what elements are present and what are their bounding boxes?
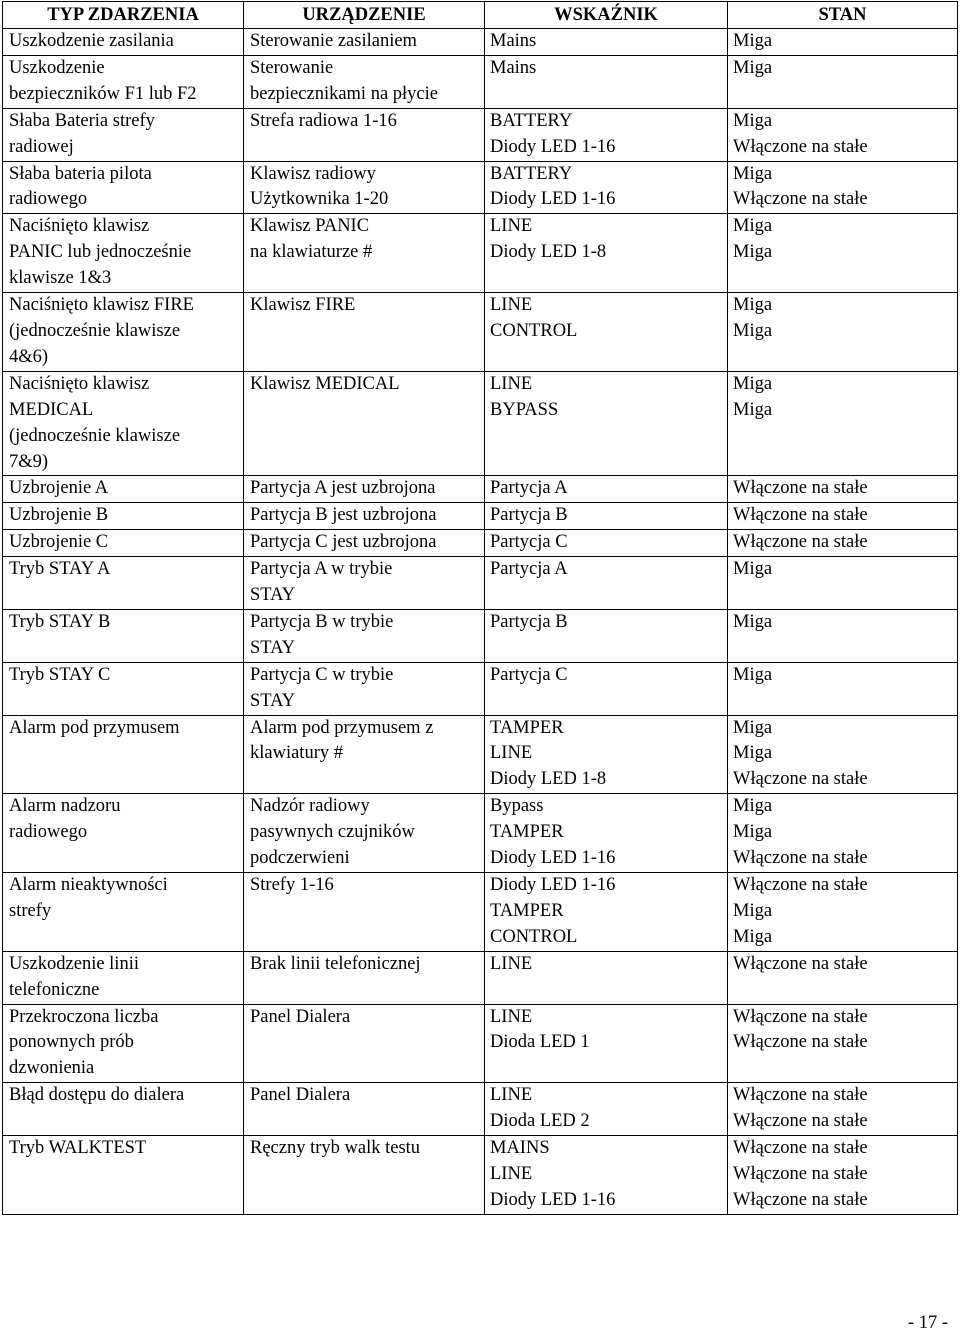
cell-event-type <box>3 951 244 1004</box>
cell-line: STAY <box>250 585 296 606</box>
table-row <box>3 503 958 530</box>
header-device: URZĄDZENIE <box>244 2 485 29</box>
cell-line: Miga <box>733 926 773 947</box>
cell-line: pasywnych czujników <box>250 822 415 843</box>
cell-line: telefoniczne <box>9 979 100 1000</box>
cell-line: Tryb STAY C <box>9 664 111 685</box>
cell-line: LINE <box>490 295 533 316</box>
cell-indicator <box>485 214 728 293</box>
cell-state <box>728 530 958 557</box>
cell-line: 7&9) <box>9 451 49 472</box>
cell-line: klawiatury # <box>250 743 343 764</box>
cell-line: LINE <box>490 373 533 394</box>
cell-line: Partycja C jest uzbrojona <box>250 532 437 553</box>
cell-line: Dioda LED 2 <box>490 1111 590 1132</box>
cell-line: Partycja B <box>490 505 568 526</box>
cell-line: CONTROL <box>490 926 578 947</box>
header-state: STAN <box>728 2 958 29</box>
cell-line: Włączone na stałe <box>733 1006 868 1027</box>
cell-line: Włączone na stałe <box>733 875 868 895</box>
cell-indicator <box>485 55 728 108</box>
cell-line: Miga <box>733 611 773 632</box>
cell-state <box>728 55 958 108</box>
cell-indicator <box>485 715 728 794</box>
cell-line: Włączone na stałe <box>733 769 868 790</box>
cell-line: Miga <box>733 320 773 341</box>
cell-indicator <box>485 161 728 214</box>
cell-state <box>728 476 958 503</box>
cell-event-type <box>3 108 244 161</box>
cell-line: STAY <box>250 690 296 711</box>
cell-line: Miga <box>733 822 773 843</box>
cell-device <box>244 55 485 108</box>
cell-device <box>244 1136 485 1215</box>
cell-line: Miga <box>733 216 773 237</box>
cell-line: MAINS <box>490 1138 550 1159</box>
cell-state <box>728 214 958 293</box>
cell-state <box>728 794 958 873</box>
cell-indicator <box>485 873 728 952</box>
cell-line: Tryb WALKTEST <box>9 1138 147 1159</box>
cell-line: CONTROL <box>490 320 578 341</box>
cell-line: Alarm pod przymusem <box>9 717 180 738</box>
cell-line: Naciśnięto klawisz FIRE <box>9 295 194 316</box>
cell-line: Miga <box>733 295 773 316</box>
cell-line: Włączone na stałe <box>733 1163 868 1184</box>
cell-line: dzwonienia <box>9 1058 95 1079</box>
cell-device <box>244 530 485 557</box>
cell-line: Alarm pod przymusem z <box>250 717 434 738</box>
cell-line: STAY <box>250 637 296 658</box>
cell-line: Diody LED 1-16 <box>490 136 616 157</box>
cell-event-type <box>3 293 244 372</box>
cell-line: Tryb STAY A <box>9 559 111 580</box>
cell-line: Miga <box>733 57 773 78</box>
cell-state <box>728 108 958 161</box>
cell-device <box>244 557 485 610</box>
cell-line: LINE <box>490 953 533 974</box>
cell-line: MEDICAL <box>9 399 94 420</box>
cell-indicator <box>485 108 728 161</box>
cell-event-type <box>3 476 244 503</box>
cell-indicator <box>485 951 728 1004</box>
cell-line: Partycja C w trybie <box>250 664 394 685</box>
table-row <box>3 293 958 372</box>
cell-line: Tryb STAY B <box>9 611 111 632</box>
cell-state <box>728 951 958 1004</box>
cell-device <box>244 794 485 873</box>
cell-state <box>728 715 958 794</box>
cell-line: Miga <box>733 399 773 420</box>
cell-line: Włączone na stałe <box>733 532 868 553</box>
cell-line: (jednocześnie klawisze <box>9 320 181 341</box>
cell-line: LINE <box>490 1085 533 1106</box>
cell-line: Słaba bateria pilota <box>9 163 152 184</box>
cell-line: Partycja C <box>490 664 568 685</box>
cell-line: Panel Dialera <box>250 1085 351 1106</box>
cell-event-type <box>3 609 244 662</box>
header-event-type: TYP ZDARZENIA <box>3 2 244 29</box>
cell-line: Włączone na stałe <box>733 953 868 974</box>
cell-line: Klawisz PANIC <box>250 216 370 237</box>
cell-line: Ręczny tryb walk testu <box>250 1138 421 1159</box>
cell-line: Partycja A <box>490 478 568 499</box>
cell-line: Diody LED 1-16 <box>490 1189 616 1210</box>
cell-line: BATTERY <box>490 110 573 131</box>
cell-event-type <box>3 530 244 557</box>
cell-line: Użytkownika 1-20 <box>250 189 389 210</box>
cell-device <box>244 293 485 372</box>
cell-state <box>728 161 958 214</box>
cell-line: LINE <box>490 1163 533 1184</box>
page-number: - 17 - <box>907 1313 948 1333</box>
cell-line: radiowego <box>9 189 88 210</box>
cell-state <box>728 1004 958 1083</box>
cell-state <box>728 1083 958 1136</box>
cell-line: BATTERY <box>490 163 573 184</box>
cell-line: Diody LED 1-16 <box>490 848 616 869</box>
cell-device <box>244 1083 485 1136</box>
cell-line: Mains <box>490 31 537 51</box>
table-row <box>3 1083 958 1136</box>
cell-line: TAMPER <box>490 900 564 921</box>
cell-line: Partycja C <box>490 532 568 553</box>
cell-indicator <box>485 794 728 873</box>
cell-event-type <box>3 1004 244 1083</box>
cell-state <box>728 1136 958 1215</box>
table-row <box>3 662 958 715</box>
table-row <box>3 161 958 214</box>
table-row <box>3 609 958 662</box>
cell-device <box>244 161 485 214</box>
cell-line: bezpieczników F1 lub F2 <box>9 83 197 104</box>
cell-device <box>244 1004 485 1083</box>
cell-line: Miga <box>733 163 773 184</box>
cell-line: Naciśnięto klawisz <box>9 373 150 394</box>
cell-indicator <box>485 557 728 610</box>
cell-line: Włączone na stałe <box>733 1189 868 1210</box>
cell-device <box>244 214 485 293</box>
cell-event-type <box>3 794 244 873</box>
cell-device <box>244 29 485 56</box>
cell-event-type <box>3 662 244 715</box>
cell-event-type <box>3 29 244 56</box>
cell-line: Miga <box>733 242 773 263</box>
cell-indicator <box>485 503 728 530</box>
cell-line: Miga <box>733 373 773 394</box>
cell-line: Diody LED 1-8 <box>490 242 607 263</box>
cell-state <box>728 371 958 476</box>
cell-line: Alarm nadzoru <box>9 796 121 817</box>
cell-event-type <box>3 371 244 476</box>
cell-line: Diody LED 1-16 <box>490 189 616 210</box>
cell-line: Sterowanie <box>250 57 334 78</box>
cell-device <box>244 108 485 161</box>
table-row <box>3 55 958 108</box>
cell-line: Mains <box>490 57 537 78</box>
cell-device <box>244 371 485 476</box>
cell-line: Włączone na stałe <box>733 1085 868 1106</box>
table-row <box>3 1004 958 1083</box>
table-row <box>3 1136 958 1215</box>
cell-line: Partycja A jest uzbrojona <box>250 478 436 499</box>
cell-line: (jednocześnie klawisze <box>9 425 181 446</box>
cell-line: Uszkodzenie linii <box>9 953 139 974</box>
cell-line: Miga <box>733 796 773 817</box>
cell-line: Włączone na stałe <box>733 136 868 157</box>
cell-line: Klawisz FIRE <box>250 295 356 316</box>
cell-device <box>244 951 485 1004</box>
cell-line: Słaba Bateria strefy <box>9 110 155 131</box>
cell-indicator <box>485 1004 728 1083</box>
cell-line: Uzbrojenie C <box>9 532 109 553</box>
cell-indicator <box>485 371 728 476</box>
cell-event-type <box>3 161 244 214</box>
cell-state <box>728 662 958 715</box>
cell-line: PANIC lub jednocześnie <box>9 242 192 263</box>
cell-line: Miga <box>733 743 773 764</box>
cell-line: Błąd dostępu do dialera <box>9 1085 185 1106</box>
cell-device <box>244 662 485 715</box>
cell-indicator <box>485 293 728 372</box>
cell-line: Panel Dialera <box>250 1006 351 1027</box>
table-row <box>3 530 958 557</box>
cell-line: Alarm nieaktywności <box>9 875 168 895</box>
cell-line: na klawiaturze # <box>250 242 373 263</box>
cell-indicator <box>485 1136 728 1215</box>
table-row <box>3 873 958 952</box>
cell-state <box>728 557 958 610</box>
header-indicator: WSKAŹNIK <box>485 2 728 29</box>
cell-line: Diody LED 1-8 <box>490 769 607 790</box>
cell-line: 4&6) <box>9 346 49 367</box>
table-row <box>3 951 958 1004</box>
cell-line: Bypass <box>490 796 544 817</box>
cell-line: TAMPER <box>490 822 564 843</box>
cell-line: TAMPER <box>490 717 564 738</box>
cell-state <box>728 293 958 372</box>
cell-line: Brak linii telefonicznej <box>250 953 421 974</box>
cell-line: Miga <box>733 900 773 921</box>
cell-line: LINE <box>490 743 533 764</box>
cell-line: Miga <box>733 31 773 51</box>
cell-line: Uszkodzenie zasilania <box>9 31 174 51</box>
cell-line: Partycja A <box>490 559 568 580</box>
cell-event-type <box>3 873 244 952</box>
cell-event-type <box>3 1083 244 1136</box>
cell-event-type <box>3 1136 244 1215</box>
cell-line: Klawisz MEDICAL <box>250 373 400 394</box>
cell-indicator <box>485 1083 728 1136</box>
cell-indicator <box>485 29 728 56</box>
cell-line: LINE <box>490 216 533 237</box>
cell-line: ponownych prób <box>9 1032 134 1053</box>
cell-line: Partycja B <box>490 611 568 632</box>
cell-state <box>728 503 958 530</box>
cell-line: Partycja B jest uzbrojona <box>250 505 437 526</box>
cell-indicator <box>485 530 728 557</box>
cell-event-type <box>3 557 244 610</box>
cell-line: Włączone na stałe <box>733 478 868 499</box>
cell-line: Włączone na stałe <box>733 1138 868 1159</box>
cell-line: Uzbrojenie A <box>9 478 109 499</box>
cell-line: podczerwieni <box>250 848 350 869</box>
table-row <box>3 29 958 56</box>
cell-line: BYPASS <box>490 399 559 420</box>
cell-line: LINE <box>490 1006 533 1027</box>
cell-line: radiowego <box>9 822 88 843</box>
cell-indicator <box>485 662 728 715</box>
event-table <box>2 1 958 1215</box>
cell-device <box>244 503 485 530</box>
cell-event-type <box>3 503 244 530</box>
header-row <box>3 2 958 29</box>
cell-line: Włączone na stałe <box>733 848 868 869</box>
cell-line: Uzbrojenie B <box>9 505 109 526</box>
cell-line: Włączone na stałe <box>733 189 868 210</box>
cell-indicator <box>485 609 728 662</box>
cell-event-type <box>3 715 244 794</box>
cell-device <box>244 609 485 662</box>
cell-line: Włączone na stałe <box>733 1111 868 1132</box>
cell-line: Strefa radiowa 1-16 <box>250 110 397 131</box>
cell-event-type <box>3 55 244 108</box>
cell-line: Miga <box>733 110 773 131</box>
table-body <box>3 29 958 1215</box>
cell-state <box>728 609 958 662</box>
cell-device <box>244 476 485 503</box>
cell-line: Włączone na stałe <box>733 505 868 526</box>
cell-line: Dioda LED 1 <box>490 1032 590 1053</box>
cell-line: Klawisz radiowy <box>250 163 376 184</box>
cell-line: Uszkodzenie <box>9 57 105 78</box>
cell-line: Naciśnięto klawisz <box>9 216 150 237</box>
cell-device <box>244 873 485 952</box>
cell-indicator <box>485 476 728 503</box>
table-row <box>3 557 958 610</box>
cell-event-type <box>3 214 244 293</box>
table-row <box>3 371 958 476</box>
table-row <box>3 108 958 161</box>
cell-line: Strefy 1-16 <box>250 875 334 895</box>
cell-line: Miga <box>733 664 773 685</box>
cell-line: klawisze 1&3 <box>9 268 112 289</box>
cell-line: Sterowanie zasilaniem <box>250 31 417 51</box>
cell-line: Przekroczona liczba <box>9 1006 159 1027</box>
cell-line: strefy <box>9 900 52 921</box>
table-row <box>3 214 958 293</box>
cell-state <box>728 29 958 56</box>
cell-line: Włączone na stałe <box>733 1032 868 1053</box>
cell-device <box>244 715 485 794</box>
cell-state <box>728 873 958 952</box>
cell-line: radiowej <box>9 136 74 157</box>
cell-line: Miga <box>733 559 773 580</box>
cell-line: Partycja B w trybie <box>250 611 394 632</box>
cell-line: Diody LED 1-16 <box>490 875 616 895</box>
cell-line: bezpiecznikami na płycie <box>250 83 438 104</box>
cell-line: Nadzór radiowy <box>250 796 370 817</box>
table-row <box>3 794 958 873</box>
table-row <box>3 476 958 503</box>
cell-line: Miga <box>733 717 773 738</box>
cell-line: Partycja A w trybie <box>250 559 393 580</box>
table-row <box>3 715 958 794</box>
